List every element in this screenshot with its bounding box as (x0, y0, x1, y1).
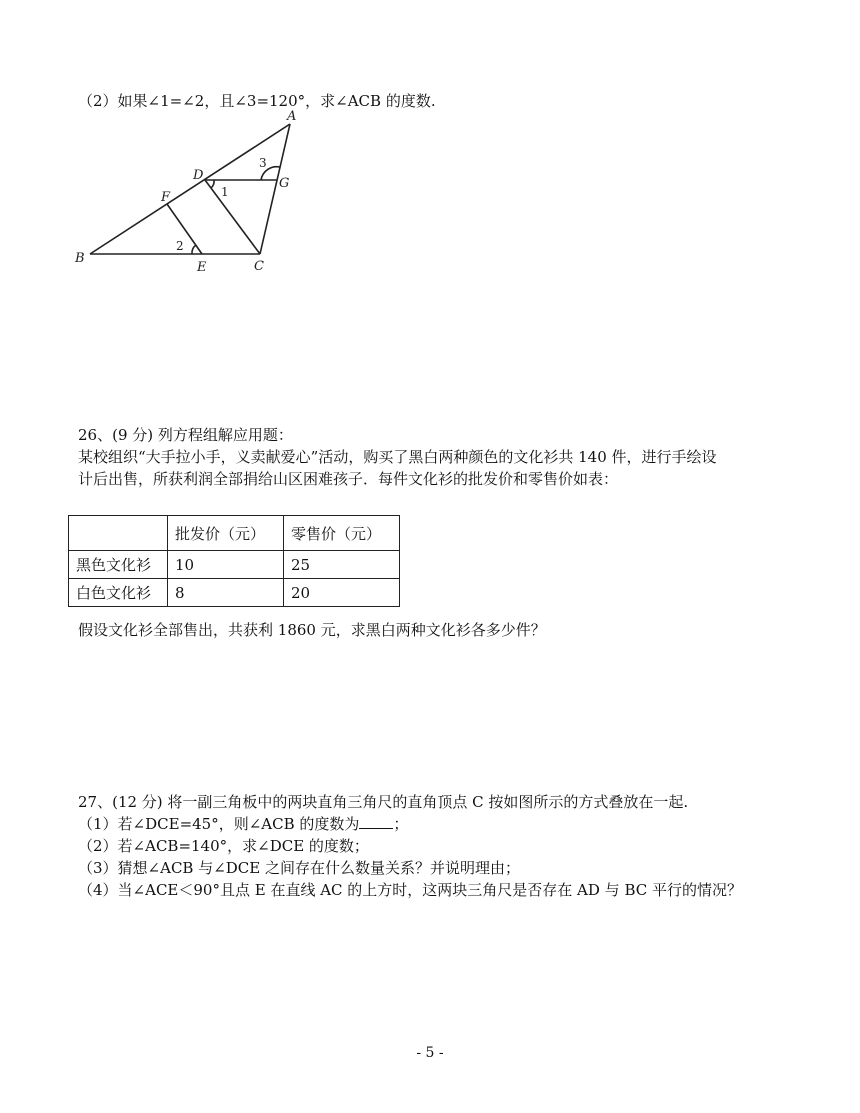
label-angle-1: 1 (221, 185, 229, 199)
segment-dc (205, 180, 260, 254)
label-b: B (75, 251, 85, 266)
table-cell: 20 (284, 579, 400, 607)
question-27-part-2: （2）若∠ACB=140°，求∠DCE 的度数； (78, 837, 369, 855)
label-e: E (197, 260, 207, 275)
label-c: C (254, 259, 264, 274)
label-a: A (287, 109, 297, 124)
label-angle-2: 2 (176, 239, 184, 253)
table-header-cell: 零售价（元） (284, 516, 400, 551)
question-26-header: 26、(9 分) 列方程组解应用题： (78, 426, 293, 444)
table-cell: 白色文化衫 (69, 579, 168, 607)
table-cell: 8 (168, 579, 284, 607)
label-f: F (161, 190, 171, 205)
table-row (69, 551, 400, 579)
question-27-part-3: （3）猜想∠ACB 与∠DCE 之间存在什么数量关系？并说明理由； (78, 859, 521, 877)
question-27-header: 27、(12 分) 将一副三角板中的两块直角三角尺的直角顶点 C 按如图所示的方式叠放在一起. (78, 793, 689, 811)
table-row (69, 579, 400, 607)
label-angle-3: 3 (259, 156, 267, 170)
question-26-text-line-1: 某校组织“大手拉小手，义卖献爱心”活动，购买了黑白两种颜色的文化衫共 140 件，进行手绘设 (78, 448, 717, 466)
question-26-ask: 假设文化衫全部售出，共获利 1860 元，求黑白两种文化衫各多少件？ (78, 621, 546, 639)
segment-ba (90, 124, 290, 254)
label-g: G (279, 176, 290, 191)
answer-blank (359, 814, 393, 829)
table-cell: 25 (284, 551, 400, 579)
question-27-part-1-end: ； (393, 815, 409, 833)
angle-1-arc (211, 180, 214, 188)
price-table (68, 515, 400, 607)
table-header-row (69, 516, 400, 551)
table-cell: 10 (168, 551, 284, 579)
label-d: D (193, 168, 204, 183)
triangle-figure (72, 108, 312, 278)
page-number: - 5 - (416, 1045, 444, 1061)
question-26-text-line-2: 计后出售，所获利润全部捐给山区困难孩子．每件文化衫的批发价和零售价如表： (78, 470, 619, 488)
angle-2-arc (192, 245, 196, 254)
question-25-part-2: （2）如果∠1=∠2，且∠3=120°，求∠ACB 的度数. (78, 92, 436, 110)
segment-fe (167, 204, 202, 254)
question-27-part-1-text: （1）若∠DCE=45°，则∠ACB 的度数为 (78, 815, 360, 833)
table-cell: 黑色文化衫 (69, 551, 168, 579)
table-header-cell: 批发价（元） (168, 516, 284, 551)
question-27-part-1 (78, 813, 408, 835)
table-header-cell (69, 516, 168, 551)
question-27-part-4: （4）当∠ACE＜90°且点 E 在直线 AC 的上方时，这两块三角尺是否存在 AD 与 BC 平行的情况？ (78, 881, 743, 899)
